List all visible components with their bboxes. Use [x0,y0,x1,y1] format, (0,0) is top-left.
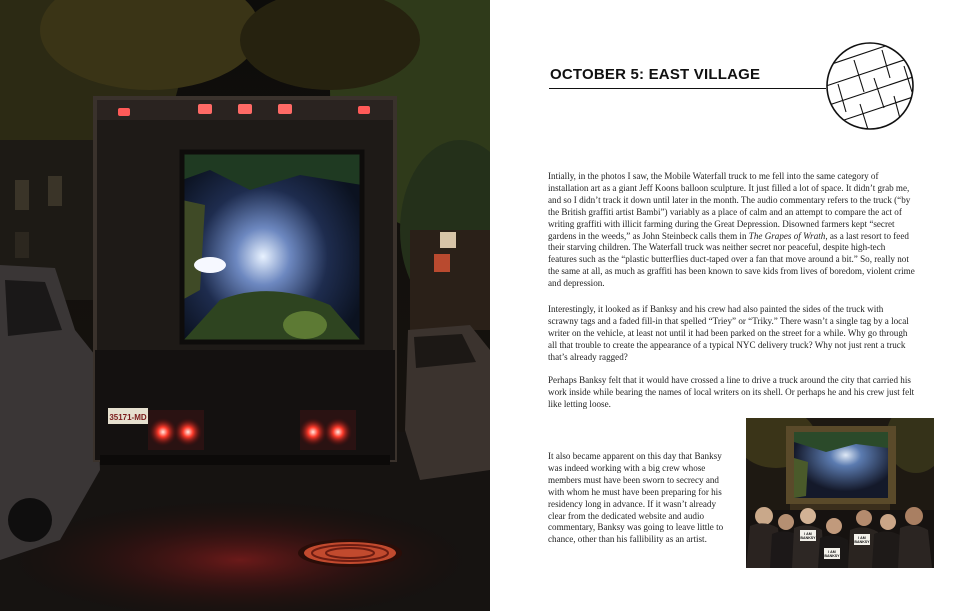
sign-text: BANKSY [854,540,870,544]
paragraph-1: Intially, in the photos I saw, the Mobile Waterfall truck to me fell into the same category of installation art as a giant Jeff Koons balloon sculpture. It just filled a lot of space. It didn’t grab me, and so I didn’t track it down until later in the month. The audio commentary refers to the truck (“by the British graffiti artist Bambi”) variably as a place of calm and an attempt to compare the act of writing graffiti with illicit farming during the Great Depression. Disowned farmers kept “secret gardens in the weeds,” as John Steinbeck calls them in The Grapes of Wrath, as a last resort to feed their starving children. The Waterfall truck was neither secret nor peaceful, despite high-tech features such as the “plastic butterflies duct-taped over a fan that move around a bit.” So, really not the same at all, as much as graffiti has been known to save kids from lives of boredom, violent crime and depression. [548,171,915,289]
paragraph-4: It also became apparent on this day that Banksy was indeed working with a big crew whose members must have been sworn to secrecy and with whom he must have been preparing for his residency long in advance. If it wasn’t already clear from the dedicated website and audio commentary, Banksy was going to leave little to chance, other than his fallibility as an artist. [548,451,724,545]
svg-text:BANKSY [800,536,816,540]
page-title: OCTOBER 5: EAST VILLAGE [550,66,761,83]
crowd-photo [746,418,934,568]
book-title: The Grapes of Wrath [748,230,826,241]
svg-text:BANKSY [854,540,870,544]
license-plate-text: 35171-MD [109,413,147,422]
sign-text: I AM [828,550,836,554]
paragraph-3: Perhaps Banksy felt that it would have crossed a line to drive a truck around the city that carried his work inside while bearing the names of local writers on its shell. Or perhaps he and his crew just felt like letting loose. [548,375,915,409]
sign-text: BANKSY [800,536,816,540]
svg-text:BANKSY [824,554,840,558]
svg-text:35171-MD [109,413,147,422]
title-underline [549,88,826,89]
subway-tile-circle-icon [824,40,916,132]
text-page [490,0,980,611]
sign-text: I AM [858,536,866,540]
paragraph-2: Interestingly, it looked as if Banksy and his crew had also painted the sides of the truck with scrawny tags and a faded fill-in that spelled “Triey” or “Triky.” There wasn’t a single tag by a local writer on the vehicle, at least not until it had been parked on the street for a while. Why go through all that trouble to create the appearance of a typical NYC delivery truck? Why not just rent a truck that’s already ragged? [548,304,909,362]
sign-text: I AM [804,532,812,536]
sign-text: BANKSY [824,554,840,558]
